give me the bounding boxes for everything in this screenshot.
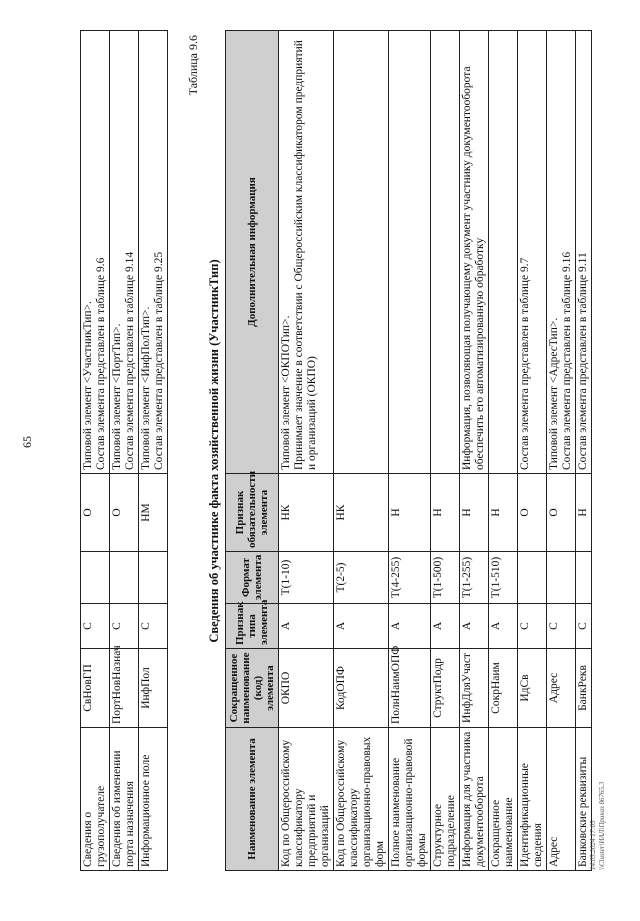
cell-line: СокрНаим [490, 662, 502, 714]
cell-element-required [489, 474, 518, 552]
cell-line: А [390, 621, 402, 631]
cell-element-code [460, 649, 489, 728]
cell-line: T(1-510) [490, 556, 502, 599]
cell-element-name [81, 728, 110, 871]
print-footer [589, 690, 615, 870]
cell-line: Состав элемента представлен в таблице 9.25 [153, 251, 165, 470]
table-row [431, 31, 460, 871]
cell-additional-info [547, 31, 576, 474]
cell-line: Структурное подразделение [432, 795, 457, 867]
cell-additional-info [576, 31, 592, 474]
cell-line: Банковские реквизиты [577, 756, 589, 867]
cell-additional-info [518, 31, 547, 474]
cell-element-type [334, 604, 389, 649]
cell-element-required [518, 474, 547, 552]
cell-element-required [139, 474, 168, 552]
cell-element-type [518, 604, 547, 649]
cell-line: БанкРекв [577, 665, 589, 711]
cell-additional-info [139, 31, 168, 474]
table-row [389, 31, 431, 871]
cell-line: Н [490, 508, 502, 517]
cell-line: Адрес [548, 672, 560, 704]
cell-line: Идентификационные сведения [519, 763, 544, 867]
rotated-page-content [80, 31, 620, 871]
cell-line: Состав элемента представлен в таблице 9.14 [124, 251, 136, 470]
cell-element-name [279, 728, 334, 871]
table-number: Таблица 9.6 [186, 35, 200, 96]
table-title: Сведения об участнике факта хозяйственной жизни (УчастникТип) [207, 259, 221, 643]
table-row [334, 31, 389, 871]
cell-line: А [280, 621, 292, 631]
cell-line: СвНовГП [82, 664, 94, 712]
cell-element-code [518, 649, 547, 728]
cell-element-required [547, 474, 576, 552]
cell-line: О [82, 508, 94, 517]
cell-additional-info [389, 31, 431, 474]
cell-line: Н [390, 508, 402, 517]
cell-element-format [81, 552, 110, 604]
cell-line: ИнфПол [140, 667, 152, 709]
cell-line: НК [280, 504, 292, 521]
cell-line: Информация для участника документооборота [461, 731, 486, 867]
cell-element-code [81, 649, 110, 728]
cell-element-required [81, 474, 110, 552]
cell-element-type [139, 604, 168, 649]
cell-line: Код по Общероссийскому классификатору организационно-правовых форм [335, 736, 386, 867]
header-element-name: Наименование элемента [226, 728, 279, 871]
table-row [547, 31, 576, 871]
table-row [518, 31, 547, 871]
header-element-format: Формат элемента [226, 552, 279, 604]
cell-line: НК [335, 504, 347, 521]
cell-additional-info [81, 31, 110, 474]
cell-line: Состав элемента представлен в таблице 9.6 [95, 257, 107, 470]
cell-element-type [81, 604, 110, 649]
cell-element-name [547, 728, 576, 871]
cell-line: Н [461, 508, 473, 517]
cell-element-format [110, 552, 139, 604]
cell-line: Н [577, 508, 589, 517]
cell-line: Состав элемента представлен в таблице 9.16 [561, 251, 573, 470]
cell-line: Код по Общероссийскому классификатору предприятий и организаций [280, 739, 331, 867]
cell-line: Типовой элемент <УчастникТип>. [82, 301, 94, 470]
table-row [81, 31, 110, 871]
cell-line: ПортНовНазнач [111, 645, 123, 724]
cell-line: С [111, 622, 123, 630]
cell-element-format [518, 552, 547, 604]
cell-line: Состав элемента представлен в таблице 9.7 [519, 257, 531, 470]
cell-element-type [389, 604, 431, 649]
cell-line: ИдСв [519, 674, 531, 702]
table-row [460, 31, 489, 871]
cell-element-type [489, 604, 518, 649]
cell-additional-info [460, 31, 489, 474]
cell-line: А [490, 621, 502, 631]
continuation-table-body [81, 31, 168, 871]
cell-line: T(2-5) [335, 562, 347, 593]
cell-element-format [547, 552, 576, 604]
cell-element-type [279, 604, 334, 649]
cell-element-format [334, 552, 389, 604]
cell-line: С [519, 622, 531, 630]
cell-element-required [110, 474, 139, 552]
cell-element-name [518, 728, 547, 871]
cell-line: Информационное поле [140, 754, 152, 867]
continuation-table [80, 30, 168, 871]
cell-element-type [576, 604, 592, 649]
cell-element-code [431, 649, 460, 728]
cell-line: Принимает значение в соответствии с Общероссийским классификатором предприятий и организаций (ОКПО) [293, 40, 318, 470]
cell-line: КодОПФ [335, 665, 347, 711]
cell-element-format [389, 552, 431, 604]
cell-element-format [489, 552, 518, 604]
cell-line: Сведения о грузополучателе [82, 785, 107, 867]
cell-line: Состав элемента представлен в таблице 9.11 [577, 252, 589, 470]
cell-element-required [279, 474, 334, 552]
cell-element-required [460, 474, 489, 552]
cell-element-required [389, 474, 431, 552]
footer-file-path: \\Cluster\ИАЛ\Приказ 86765.3 [598, 781, 606, 870]
cell-element-name [460, 728, 489, 871]
header-element-type: Признак типа элемента [226, 604, 279, 649]
cell-line: T(1-255) [461, 556, 473, 599]
cell-line: T(1-10) [280, 559, 292, 596]
header-element-required: Признак обязательности элемента [226, 474, 279, 552]
cell-line: T(1-500) [432, 556, 444, 599]
cell-line: СтруктПодр [432, 658, 444, 718]
cell-element-type [547, 604, 576, 649]
cell-element-name [389, 728, 431, 871]
cell-line: С [140, 622, 152, 630]
table-row [489, 31, 518, 871]
cell-additional-info [431, 31, 460, 474]
table-header-row [226, 31, 279, 871]
cell-line: О [548, 508, 560, 517]
cell-line: НМ [140, 503, 152, 522]
cell-element-required [334, 474, 389, 552]
cell-element-type [460, 604, 489, 649]
table-row [139, 31, 168, 871]
cell-element-code [489, 649, 518, 728]
cell-element-code [389, 645, 431, 728]
cell-element-code [279, 649, 334, 728]
table-row [279, 31, 334, 871]
cell-line: ИнфДляУчаст [461, 653, 473, 723]
cell-line: Сокращенное наименование [490, 797, 515, 867]
cell-additional-info [489, 31, 518, 474]
cell-line: А [335, 621, 347, 631]
cell-line: А [432, 621, 444, 631]
cell-element-format [139, 552, 168, 604]
cell-line: С [577, 622, 589, 630]
cell-line: ОКПО [280, 671, 292, 705]
cell-element-name [334, 728, 389, 871]
cell-line: Полное наименование организационно-правовой формы [390, 738, 428, 867]
header-element-code: Сокращенное наименование (код) элемента [226, 649, 279, 728]
cell-element-required [431, 474, 460, 552]
cell-element-name [110, 728, 139, 871]
cell-line: ПолнНаимОПФ [390, 645, 402, 724]
header-additional-info: Дополнительная информация [226, 31, 279, 474]
cell-line: О [519, 508, 531, 517]
cell-line: Информация, позволяющая получающему документ участнику документооборота обеспечить его автоматизированную обработку [461, 66, 486, 470]
cell-additional-info [110, 31, 139, 474]
cell-element-format [431, 552, 460, 604]
cell-element-format [576, 552, 592, 604]
cell-line: О [111, 508, 123, 517]
page-number: 65 [20, 436, 34, 448]
table-row [110, 31, 139, 871]
cell-element-code [139, 649, 168, 728]
cell-line: А [461, 621, 473, 631]
cell-element-name [139, 728, 168, 871]
cell-element-name [489, 728, 518, 871]
cell-line: T(4-255) [390, 556, 402, 599]
cell-element-code [547, 649, 576, 728]
participant-table [225, 30, 592, 871]
cell-line: Типовой элемент <АдресТип>. [548, 317, 560, 470]
cell-line: Н [432, 508, 444, 517]
cell-additional-info [279, 31, 334, 474]
cell-element-type [110, 604, 139, 649]
cell-element-name [431, 728, 460, 871]
cell-line: С [548, 622, 560, 630]
cell-additional-info [334, 31, 389, 474]
cell-line: Типовой элемент <ОКПОТип>. [280, 315, 292, 470]
cell-line: С [82, 622, 94, 630]
cell-element-required [576, 474, 592, 552]
footer-timestamp: 14.05.2024 17:05 [589, 820, 597, 870]
cell-line: Адрес [548, 836, 560, 867]
cell-line: Типовой элемент <ИнфПолТип>. [140, 306, 152, 470]
cell-line: Типовой элемент <ПортТип>. [111, 323, 123, 470]
cell-element-type [431, 604, 460, 649]
participant-table-body [279, 31, 592, 871]
cell-element-code [334, 649, 389, 728]
cell-element-format [460, 552, 489, 604]
cell-line: Сведения об изменении порта назначения [111, 750, 136, 867]
cell-element-code [110, 645, 139, 728]
cell-element-format [279, 552, 334, 604]
